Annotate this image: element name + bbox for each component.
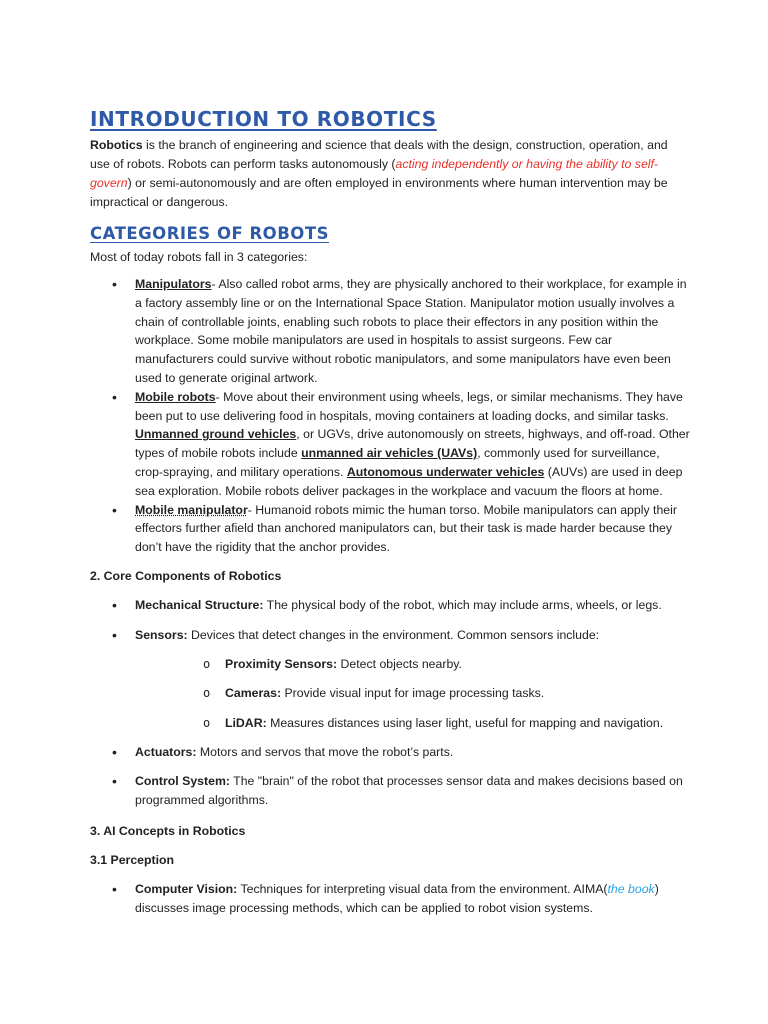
intro-text-end: ) or semi-autonomously and are often employed in environments where human intervention may be impractical or dangerous. — [90, 176, 668, 209]
component-text: The "brain" of the robot that processes sensor data and makes decisions based on programmed algorithms. — [135, 774, 683, 808]
category-text: - Also called robot arms, they are physically anchored to their workplace, for example in a factory assembly line or on the International Space Station. Manipulator motion usually involves a chain of controllable joints, enabling such robots to place their effectors in any position within the workplace. Some mobile manipulators are used in hospitals to assist surgeons. Few car manufacturers could survive without robotic manipulators, and some manipulators have even been used to generate original artwork. — [135, 277, 687, 385]
term-uav: unmanned air vehicles (UAVs) — [301, 446, 478, 461]
sensor-proximity — [135, 655, 690, 674]
intro-highlight: acting independently or having the ability to self-govern — [90, 157, 659, 190]
category-text: (AUVs) are used in deep sea exploration. Mobile robots deliver packages in the workplace and vacuum the floors at home. — [135, 464, 683, 498]
category-text: , or UGVs, drive autonomously on streets, highways, and off-road. Other types of mobile robots include — [135, 427, 690, 461]
term-auv: Autonomous underwater vehicles — [346, 464, 545, 479]
component-label: Mechanical Structure: — [135, 598, 264, 613]
sub-bullet-icon: o — [203, 686, 211, 701]
category-mobile-manipulator — [90, 501, 690, 557]
categories-intro: Most of today robots fall in 3 categories: — [90, 250, 308, 264]
bullet-icon: • — [112, 881, 117, 898]
ai-concepts-heading: 3. AI Concepts in Robotics — [90, 823, 246, 838]
document-content — [90, 104, 690, 918]
bullet-icon: • — [112, 276, 117, 292]
component-sensors — [90, 626, 690, 733]
categories-heading: CATEGORIES OF ROBOTS — [90, 224, 329, 243]
core-components-heading: 2. Core Components of Robotics — [90, 568, 282, 583]
intro-text: is the branch of engineering and science that deals with the design, construction, operation, and use of robots. Robots can perform tasks autonomously ( — [90, 138, 668, 171]
component-text: Devices that detect changes in the environment. Common sensors include: — [187, 627, 600, 642]
page-title: INTRODUCTION TO ROBOTICS — [90, 107, 437, 131]
sensor-lidar — [135, 714, 690, 733]
sensor-cameras — [135, 684, 690, 703]
sub-bullet-icon: o — [203, 715, 211, 730]
perception-label: Computer Vision: — [135, 882, 238, 897]
component-label: Sensors: — [135, 627, 188, 642]
component-text: The physical body of the robot, which may include arms, wheels, or legs. — [263, 598, 662, 613]
component-label: Control System: — [135, 774, 230, 789]
perception-computer-vision — [90, 880, 690, 918]
sensor-types-list — [135, 655, 690, 732]
component-text: Motors and servos that move the robot’s parts. — [196, 744, 454, 759]
category-name: Mobile manipulator — [135, 502, 248, 517]
perception-text-end: ) discusses image processing methods, which can be applied to robot vision systems. — [135, 882, 659, 916]
perception-text: Techniques for interpreting visual data from the environment. AIMA( — [237, 882, 608, 897]
sensor-label: Proximity Sensors: — [225, 657, 338, 672]
bullet-icon: • — [112, 501, 117, 518]
component-mechanical — [90, 596, 690, 615]
core-components-list — [90, 596, 690, 809]
category-text: , commonly used for surveillance, crop-spraying, and military operations. — [135, 446, 660, 479]
bullet-icon: • — [112, 597, 117, 614]
component-control-system — [90, 772, 690, 810]
category-manipulators — [90, 275, 690, 388]
category-text: - Humanoid robots mimic the human torso. Mobile manipulators can apply their effectors further afield than anchored manipulators can, but their task is made harder because they don’t have the rigidity that the anchor provides. — [135, 502, 677, 555]
intro-paragraph — [90, 136, 690, 212]
book-link[interactable]: the book — [607, 882, 655, 897]
bullet-icon: • — [112, 626, 117, 643]
component-label: Actuators: — [135, 744, 197, 759]
categories-list — [90, 275, 690, 557]
category-mobile-robots — [90, 388, 690, 501]
perception-heading: 3.1 Perception — [90, 852, 175, 867]
sub-bullet-icon: o — [203, 657, 211, 672]
category-name: Mobile robots — [135, 389, 216, 404]
bullet-icon: • — [112, 743, 117, 760]
perception-list — [90, 880, 690, 918]
component-actuators — [90, 743, 690, 762]
sensor-text: Measures distances using laser light, useful for mapping and navigation. — [266, 715, 664, 730]
sensor-text: Detect objects nearby. — [337, 657, 462, 672]
term-ugv: Unmanned ground vehicles — [135, 427, 297, 442]
sensor-label: Cameras: — [225, 686, 282, 701]
intro-term: Robotics — [90, 138, 143, 152]
category-name: Manipulators — [135, 277, 212, 291]
sensor-label: LiDAR: — [225, 715, 267, 730]
bullet-icon: • — [112, 773, 117, 790]
category-text: - Move about their environment using wheels, legs, or similar mechanisms. They have been put to use delivering food in hospitals, moving containers at loading docks, and similar tasks. — [135, 389, 683, 423]
sensor-text: Provide visual input for image processing tasks. — [281, 686, 545, 701]
bullet-icon: • — [112, 388, 117, 405]
